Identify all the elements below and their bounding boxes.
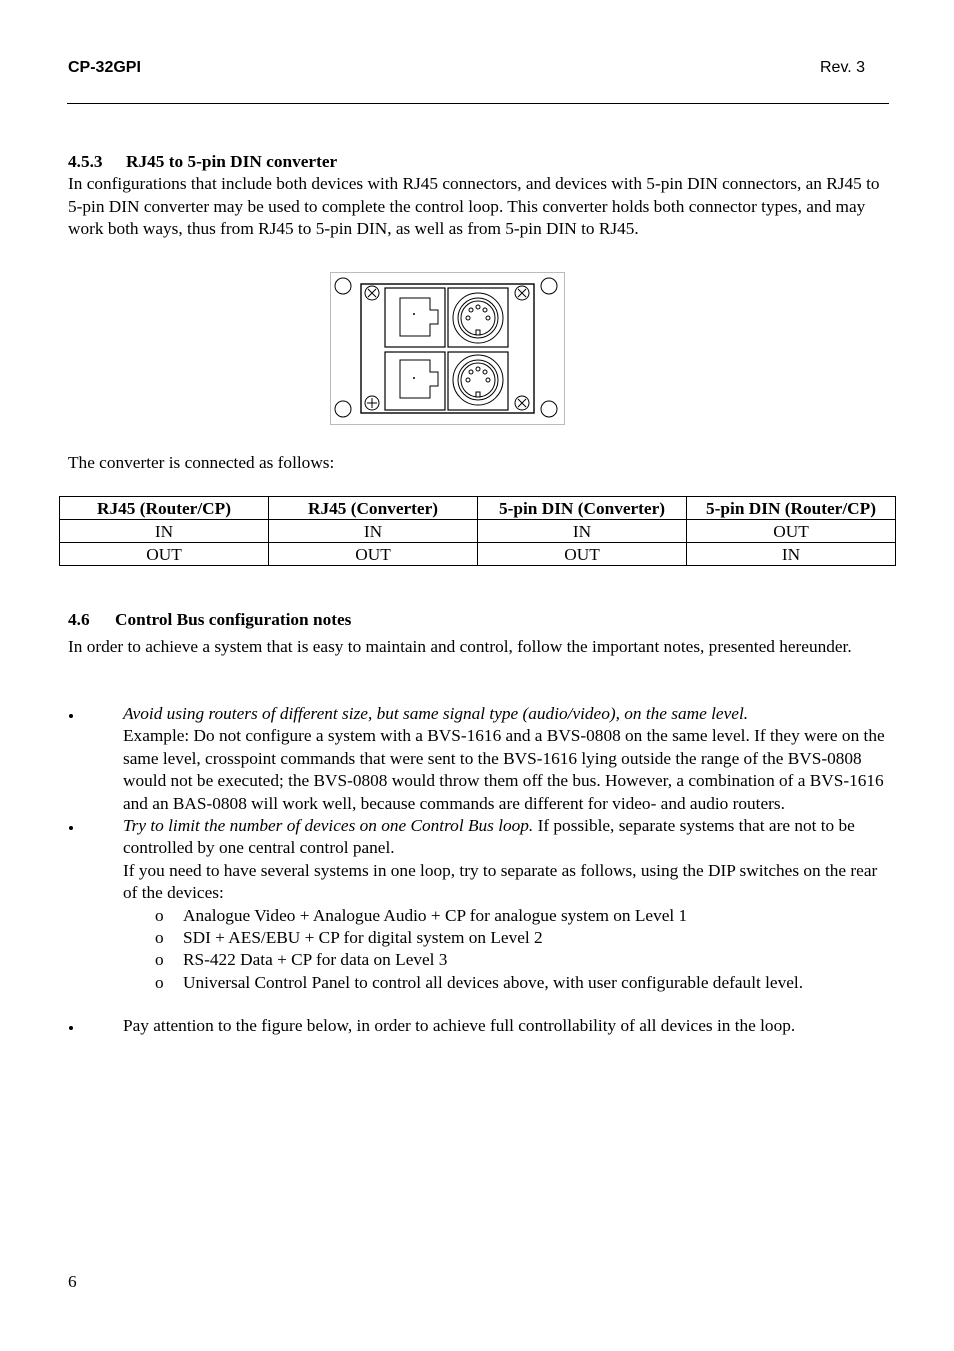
section-heading	[68, 151, 890, 173]
table-header-cell: 5-pin DIN (Converter)	[478, 497, 687, 520]
note-text: If you need to have several systems in one loop, try to separate as follows, using the DIP switches on the rear of the devices:	[123, 860, 878, 903]
connected-text: The converter is connected as follows:	[68, 453, 335, 472]
rj45-port-icon	[385, 288, 445, 347]
header-title: CP-32GPI	[68, 59, 141, 76]
sub-item-text: Analogue Video + Analogue Audio + CP for analogue system on Level 1	[183, 905, 688, 925]
section-title: RJ45 to 5-pin DIN converter	[126, 152, 338, 171]
section-body: In configurations that include both devices with RJ45 connectors, and devices with 5-pin DIN connectors, an RJ45 to 5-pin DIN converter may be used to complete the control loop. This converter holds both connector types, and may work both ways, thus from RJ45 to 5-pin DIN, as well as from 5-pin DIN to RJ45.	[68, 174, 880, 239]
sub-list-item	[68, 927, 890, 949]
connection-table	[59, 496, 896, 566]
table-cell: OUT	[687, 520, 896, 543]
din-port-icon	[448, 352, 508, 410]
section-4-5-3	[68, 151, 890, 241]
table-row	[60, 520, 896, 543]
section-heading	[68, 609, 890, 631]
sub-list-item	[68, 972, 890, 994]
table-header-cell: RJ45 (Router/CP)	[60, 497, 269, 520]
table-cell: IN	[269, 520, 478, 543]
rj45-port-icon	[385, 352, 445, 410]
table-cell: OUT	[269, 543, 478, 566]
table-header-cell: RJ45 (Converter)	[269, 497, 478, 520]
section-number: 4.5.3	[68, 152, 103, 171]
sub-item-text: SDI + AES/EBU + CP for digital system on Level 2	[183, 928, 543, 948]
sub-item-text: RS-422 Data + CP for data on Level 3	[183, 950, 448, 970]
table-cell: OUT	[478, 543, 687, 566]
circle-bullet-icon: o	[155, 928, 164, 948]
table-header-row	[60, 497, 896, 520]
section-4-6	[68, 609, 890, 659]
sub-item-text: Universal Control Panel to control all devices above, with user configurable default level.	[183, 972, 804, 992]
note-emphasis: Avoid using routers of different size, but same signal type (audio/video), on the same level.	[123, 704, 749, 723]
list-item	[68, 815, 890, 994]
note-text: If possible, separate systems that are not to be controlled by one central control panel.	[123, 816, 855, 858]
sub-list-item	[68, 949, 890, 971]
sub-list-item	[68, 905, 890, 927]
section-intro: In order to achieve a system that is easy to maintain and control, follow the important notes, presented hereunder.	[68, 637, 852, 657]
section-title: Control Bus configuration notes	[115, 610, 352, 629]
screw-icon	[365, 396, 379, 410]
converter-figure	[330, 272, 565, 425]
circle-bullet-icon: o	[155, 905, 164, 925]
note-text: Example: Do not configure a system with a BVS-1616 and a BVS-0808 on the same level. If they were on the same level, crosspoint commands that were sent to the BVS-1616 lying outside the range of the BVS-0808 would not be executed; the BVS-0808 would throw them off the bus. However, a combination of a BVS-1616 and an BAS-0808 will work well, because commands are different for video- and audio routers.	[123, 726, 885, 813]
header-revision: Rev. 3	[820, 59, 866, 76]
note-text: Pay attention to the figure below, in order to achieve full controllability of all devices in the loop.	[123, 1016, 796, 1036]
header-rule	[67, 103, 889, 104]
list-item	[68, 1015, 890, 1037]
section-number: 4.6	[68, 610, 90, 629]
table-cell: OUT	[60, 543, 269, 566]
table-cell: IN	[687, 543, 896, 566]
circle-bullet-icon: o	[155, 972, 164, 992]
note-emphasis: Try to limit the number of devices on one Control Bus loop.	[123, 816, 534, 836]
table-header-cell: 5-pin DIN (Router/CP)	[687, 497, 896, 520]
page-number: 6	[68, 1272, 77, 1291]
table-cell: IN	[60, 520, 269, 543]
circle-bullet-icon: o	[155, 950, 164, 970]
list-item	[68, 703, 890, 815]
table-row	[60, 543, 896, 566]
table-cell: IN	[478, 520, 687, 543]
notes-list	[68, 703, 890, 1038]
din-port-icon	[448, 288, 508, 347]
